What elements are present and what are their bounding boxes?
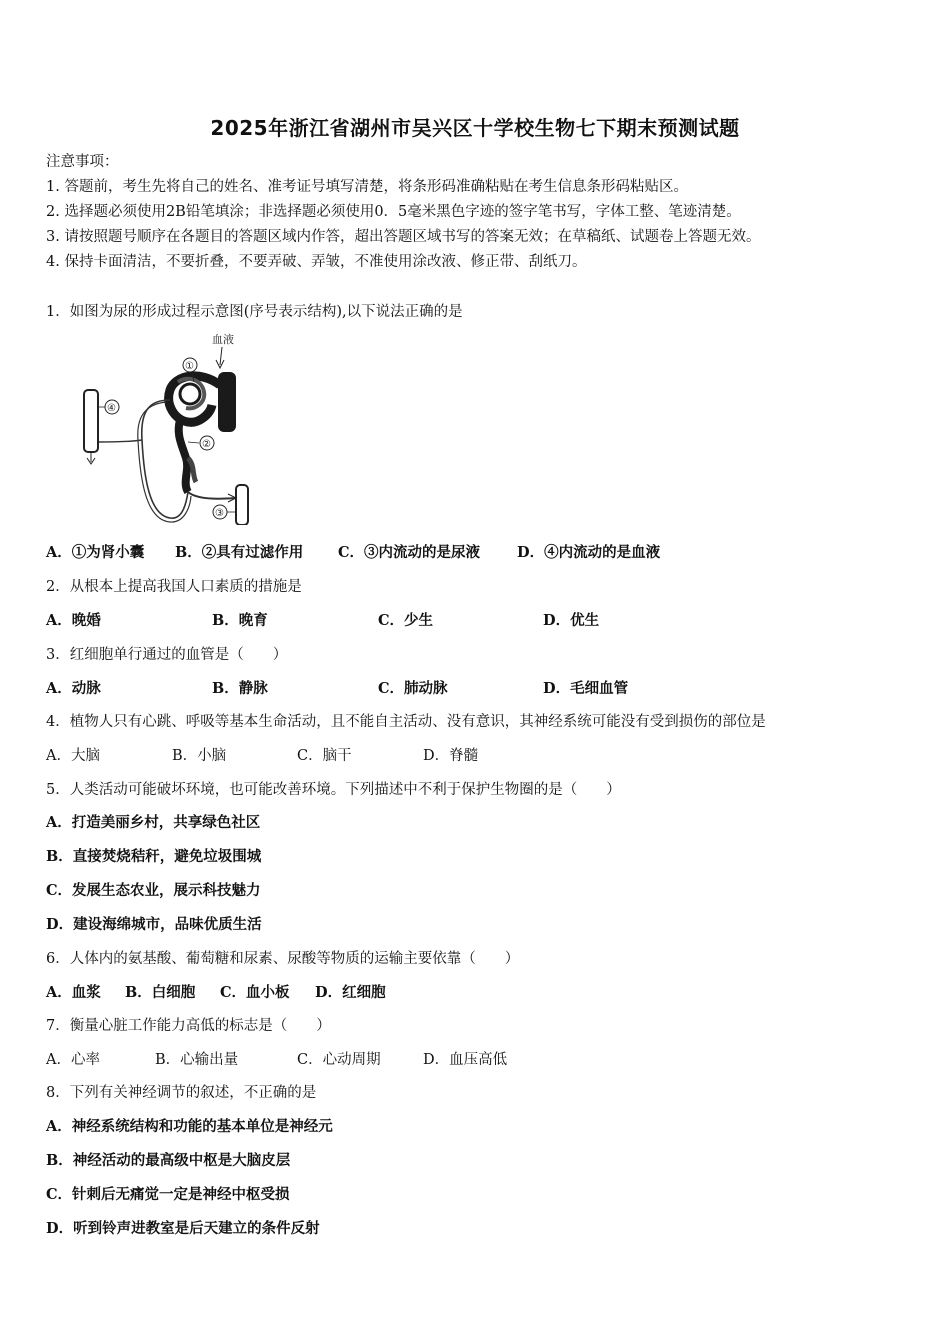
- question-5-stem: 5．人类活动可能破坏环境，也可能改善环境。下列描述中不利于保护生物圈的是（ ）: [46, 782, 621, 798]
- question-1-option-c: C．③内流动的是尿液: [338, 544, 481, 561]
- question-2-option-b: B．晚育: [212, 612, 268, 629]
- question-3-option-b: B．静脉: [212, 680, 268, 697]
- question-6-option-a: A．血浆: [46, 984, 101, 1001]
- question-2-option-c: C．少生: [378, 612, 434, 629]
- question-8-option-d: D．听到铃声进教室是后天建立的条件反射: [46, 1220, 320, 1237]
- question-7-option-a: A．心率: [46, 1052, 100, 1068]
- question-4-stem: 4．植物人只有心跳、呼吸等基本生命活动，且不能自主活动、没有意识，其神经系统可能没有受到损伤的部位是: [46, 714, 766, 730]
- question-7-option-d: D．血压高低: [423, 1052, 508, 1068]
- question-4-option-d: D．脊髓: [423, 748, 479, 764]
- question-6-option-d: D．红细胞: [315, 984, 386, 1001]
- question-3-option-d: D．毛细血管: [543, 680, 629, 697]
- question-3-option-c: C．肺动脉: [378, 680, 448, 697]
- notice-item: 4. 保持卡面清洁，不要折叠，不要弄破、弄皱，不准使用涂改液、修正带、刮纸刀。: [46, 254, 587, 270]
- figure-label-3: ③: [215, 508, 224, 519]
- question-8-option-c: C．针刺后无痛觉一定是神经中枢受损: [46, 1186, 290, 1203]
- figure-label-blood: 血液: [212, 333, 234, 346]
- notice-item: 3. 请按照题号顺序在各题目的答题区域内作答，超出答题区域书写的答案无效；在草稿纸、试题卷上答题无效。: [46, 229, 761, 245]
- notice-item: 1. 答题前，考生先将自己的姓名、准考证号填写清楚，将条形码准确粘贴在考生信息条形码粘贴区。: [46, 179, 688, 195]
- question-1-option-d: D．④内流动的是血液: [517, 544, 661, 561]
- question-2-option-a: A．晚婚: [46, 612, 101, 629]
- notice-item: 2. 选择题必须使用2B铅笔填涂；非选择题必须使用0．5毫米黑色字迹的签字笔书写，字体工整、笔迹清楚。: [46, 204, 741, 220]
- question-7-option-c: C．心动周期: [297, 1052, 381, 1068]
- question-7-option-b: B．心输出量: [155, 1052, 239, 1068]
- question-2-option-d: D．优生: [543, 612, 600, 629]
- question-5-option-b: B．直接焚烧秸秆，避免垃圾围城: [46, 848, 262, 865]
- question-1-stem: 1．如图为尿的形成过程示意图(序号表示结构),以下说法正确的是: [46, 304, 463, 320]
- question-5-option-a: A．打造美丽乡村，共享绿色社区: [46, 814, 261, 831]
- figure-label-2: ②: [202, 439, 211, 450]
- question-3-option-a: A．动脉: [46, 680, 101, 697]
- question-5-option-c: C．发展生态农业，展示科技魅力: [46, 882, 261, 899]
- question-5-option-d: D．建设海绵城市，品味优质生活: [46, 916, 262, 933]
- page-title: 2025年浙江省湖州市吴兴区十学校生物七下期末预测试题: [210, 116, 740, 140]
- question-6-option-b: B．白细胞: [125, 984, 196, 1001]
- question-8-option-b: B．神经活动的最高级中枢是大脑皮层: [46, 1152, 291, 1169]
- question-4-option-a: A．大脑: [46, 748, 100, 764]
- question-2-stem: 2．从根本上提高我国人口素质的措施是: [46, 579, 302, 595]
- question-3-stem: 3．红细胞单行通过的血管是（ ）: [46, 647, 288, 663]
- question-7-stem: 7．衡量心脏工作能力高低的标志是（ ）: [46, 1018, 331, 1034]
- question-1-option-b: B．②具有过滤作用: [175, 544, 304, 561]
- question-1-option-a: A．①为肾小囊: [46, 544, 145, 561]
- figure-label-4: ④: [107, 403, 116, 414]
- question-6-option-c: C．血小板: [220, 984, 290, 1001]
- question-4-option-b: B．小脑: [172, 748, 227, 764]
- nephron-diagram: [70, 330, 260, 525]
- notice-heading: 注意事项：: [46, 154, 119, 170]
- question-4-option-c: C．脑干: [297, 748, 352, 764]
- figure-label-1: ①: [185, 361, 194, 372]
- question-8-option-a: A．神经系统结构和功能的基本单位是神经元: [46, 1118, 333, 1135]
- question-8-stem: 8．下列有关神经调节的叙述，不正确的是: [46, 1085, 317, 1101]
- question-6-stem: 6．人体内的氨基酸、葡萄糖和尿素、尿酸等物质的运输主要依靠（ ）: [46, 951, 520, 967]
